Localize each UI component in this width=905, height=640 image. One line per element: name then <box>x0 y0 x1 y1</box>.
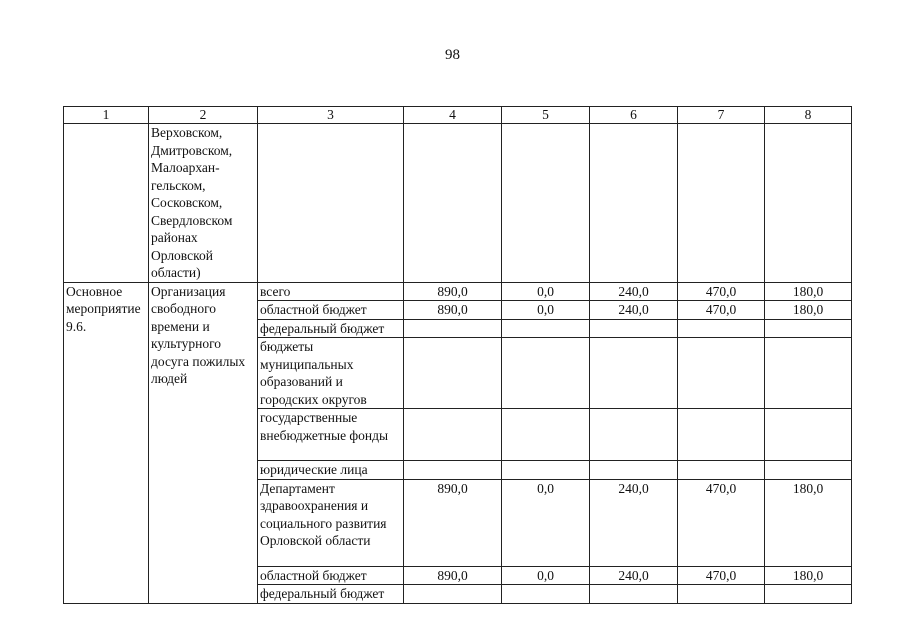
header-cell: 1 <box>64 107 149 124</box>
value-cell: 470,0 <box>678 301 765 320</box>
document-table-wrapper <box>63 106 852 604</box>
header-cell: 2 <box>149 107 258 124</box>
district-list-cell: Верховском, Дмитровском, Малоархан-гельском, Сосковском, Свердловском районах Орловской области) <box>149 124 258 283</box>
value-cell <box>502 585 590 604</box>
value-cell <box>502 338 590 409</box>
value-cell: 470,0 <box>678 282 765 301</box>
value-cell <box>765 461 852 480</box>
source-cell: федеральный бюджет <box>258 585 404 604</box>
value-cell <box>765 409 852 461</box>
empty-cell <box>678 124 765 283</box>
value-cell: 0,0 <box>502 301 590 320</box>
empty-cell <box>64 124 149 283</box>
table-row <box>64 282 852 301</box>
value-cell: 0,0 <box>502 479 590 566</box>
value-cell <box>404 461 502 480</box>
value-cell: 240,0 <box>590 479 678 566</box>
value-cell: 470,0 <box>678 566 765 585</box>
value-cell <box>590 409 678 461</box>
activity-code-cell: Основное мероприятие 9.6. <box>64 282 149 603</box>
source-cell: юридические лица <box>258 461 404 480</box>
source-cell: областной бюджет <box>258 566 404 585</box>
activity-name-cell: Организация свободного времени и культурного досуга пожилых людей <box>149 282 258 603</box>
value-cell: 240,0 <box>590 282 678 301</box>
source-cell: всего <box>258 282 404 301</box>
empty-cell <box>258 124 404 283</box>
value-cell <box>502 461 590 480</box>
value-cell: 180,0 <box>765 479 852 566</box>
header-cell: 8 <box>765 107 852 124</box>
header-cell: 5 <box>502 107 590 124</box>
empty-cell <box>590 124 678 283</box>
source-cell: федеральный бюджет <box>258 319 404 338</box>
value-cell: 240,0 <box>590 301 678 320</box>
source-cell: областной бюджет <box>258 301 404 320</box>
value-cell: 240,0 <box>590 566 678 585</box>
value-cell: 890,0 <box>404 566 502 585</box>
value-cell: 470,0 <box>678 479 765 566</box>
value-cell <box>678 461 765 480</box>
page-number: 98 <box>445 47 460 63</box>
value-cell: 180,0 <box>765 301 852 320</box>
value-cell <box>765 338 852 409</box>
value-cell <box>404 585 502 604</box>
value-cell <box>590 585 678 604</box>
value-cell <box>678 585 765 604</box>
value-cell: 890,0 <box>404 479 502 566</box>
value-cell <box>404 338 502 409</box>
value-cell <box>590 461 678 480</box>
value-cell <box>590 338 678 409</box>
value-cell: 0,0 <box>502 282 590 301</box>
continuation-row <box>64 124 852 283</box>
value-cell <box>678 409 765 461</box>
value-cell <box>502 409 590 461</box>
empty-cell <box>502 124 590 283</box>
value-cell <box>765 319 852 338</box>
source-cell: Департамент здравоохранения и социального развития Орловской области <box>258 479 404 566</box>
source-cell: бюджеты муниципальных образований и городских округов <box>258 338 404 409</box>
value-cell: 180,0 <box>765 566 852 585</box>
header-row <box>64 107 852 124</box>
value-cell <box>404 319 502 338</box>
budget-table <box>63 106 852 604</box>
header-cell: 4 <box>404 107 502 124</box>
header-cell: 6 <box>590 107 678 124</box>
value-cell: 890,0 <box>404 301 502 320</box>
value-cell <box>590 319 678 338</box>
value-cell: 0,0 <box>502 566 590 585</box>
value-cell <box>502 319 590 338</box>
empty-cell <box>765 124 852 283</box>
value-cell: 890,0 <box>404 282 502 301</box>
source-cell: государственные внебюджетные фонды <box>258 409 404 461</box>
value-cell <box>678 319 765 338</box>
header-cell: 7 <box>678 107 765 124</box>
value-cell: 180,0 <box>765 282 852 301</box>
header-cell: 3 <box>258 107 404 124</box>
value-cell <box>404 409 502 461</box>
empty-cell <box>404 124 502 283</box>
value-cell <box>678 338 765 409</box>
value-cell <box>765 585 852 604</box>
